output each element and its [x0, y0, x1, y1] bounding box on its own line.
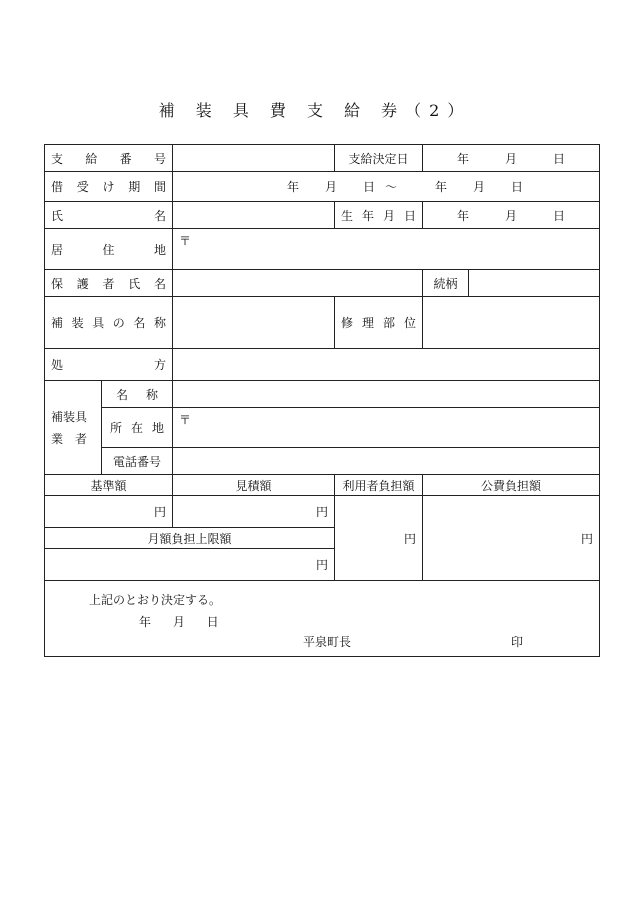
repair-part-label: 修理部位 [335, 297, 423, 349]
vendor-label: 補装具 業 者 [45, 381, 102, 475]
loan-period-field[interactable]: 年 月 日 〜 年 月 日 [173, 172, 600, 202]
address-label: 居住地 [45, 229, 173, 270]
relation-field[interactable] [469, 270, 600, 297]
user-burden-label: 利用者負担額 [335, 475, 423, 496]
repair-part-field[interactable] [423, 297, 600, 349]
prescription-field[interactable] [173, 349, 600, 381]
page-title: 補 装 具 費 支 給 券（2） [158, 101, 472, 120]
public-burden-label: 公費負担額 [423, 475, 600, 496]
name-label: 氏名 [45, 202, 173, 229]
device-name-label: 補装具の名称 [45, 297, 173, 349]
name-field[interactable] [173, 202, 335, 229]
monthly-cap-field[interactable]: 円 [45, 549, 335, 581]
base-amount-field[interactable]: 円 [45, 496, 173, 528]
vendor-location-field[interactable] [173, 408, 600, 448]
guardian-field[interactable] [173, 270, 423, 297]
user-burden-field[interactable]: 円 [335, 496, 423, 581]
birth-label: 生年月日 [335, 202, 423, 229]
vendor-name-field[interactable] [173, 381, 600, 408]
guardian-label: 保護者氏名 [45, 270, 173, 297]
decision-date-field[interactable]: 年 月 日 [423, 145, 600, 172]
vendor-phone-label: 電話番号 [102, 448, 173, 475]
decision-section [45, 581, 600, 657]
vendor-phone-field[interactable] [173, 448, 600, 475]
vendor-name-label: 名 称 [102, 381, 173, 408]
estimate-amount-field[interactable]: 円 [173, 496, 335, 528]
monthly-cap-label: 月額負担上限額 [45, 528, 335, 549]
decision-statement: 上記のとおり決定する。 [89, 593, 222, 607]
postal-mark: 〒 [179, 234, 192, 248]
relation-label: 続柄 [423, 270, 469, 297]
public-burden-field[interactable]: 円 [423, 496, 600, 581]
seal-mark: 印 [511, 635, 524, 649]
loan-period-label: 借受け期間 [45, 172, 173, 202]
estimate-amount-label: 見積額 [173, 475, 335, 496]
vendor-postal-mark: 〒 [179, 413, 192, 427]
number-label: 支給番号 [45, 145, 173, 172]
vendor-location-label: 所在地 [102, 408, 173, 448]
address-field[interactable] [173, 229, 600, 270]
decision-date-label: 支給決定日 [335, 145, 423, 172]
prescription-label: 処方 [45, 349, 173, 381]
device-name-field[interactable] [173, 297, 335, 349]
base-amount-label: 基準額 [45, 475, 173, 496]
birth-field[interactable]: 年 月 日 [423, 202, 600, 229]
number-field[interactable] [173, 145, 335, 172]
mayor-title: 平泉町長 [303, 635, 352, 649]
voucher-form [44, 144, 600, 657]
decision-date: 年 月 日 [139, 615, 219, 629]
